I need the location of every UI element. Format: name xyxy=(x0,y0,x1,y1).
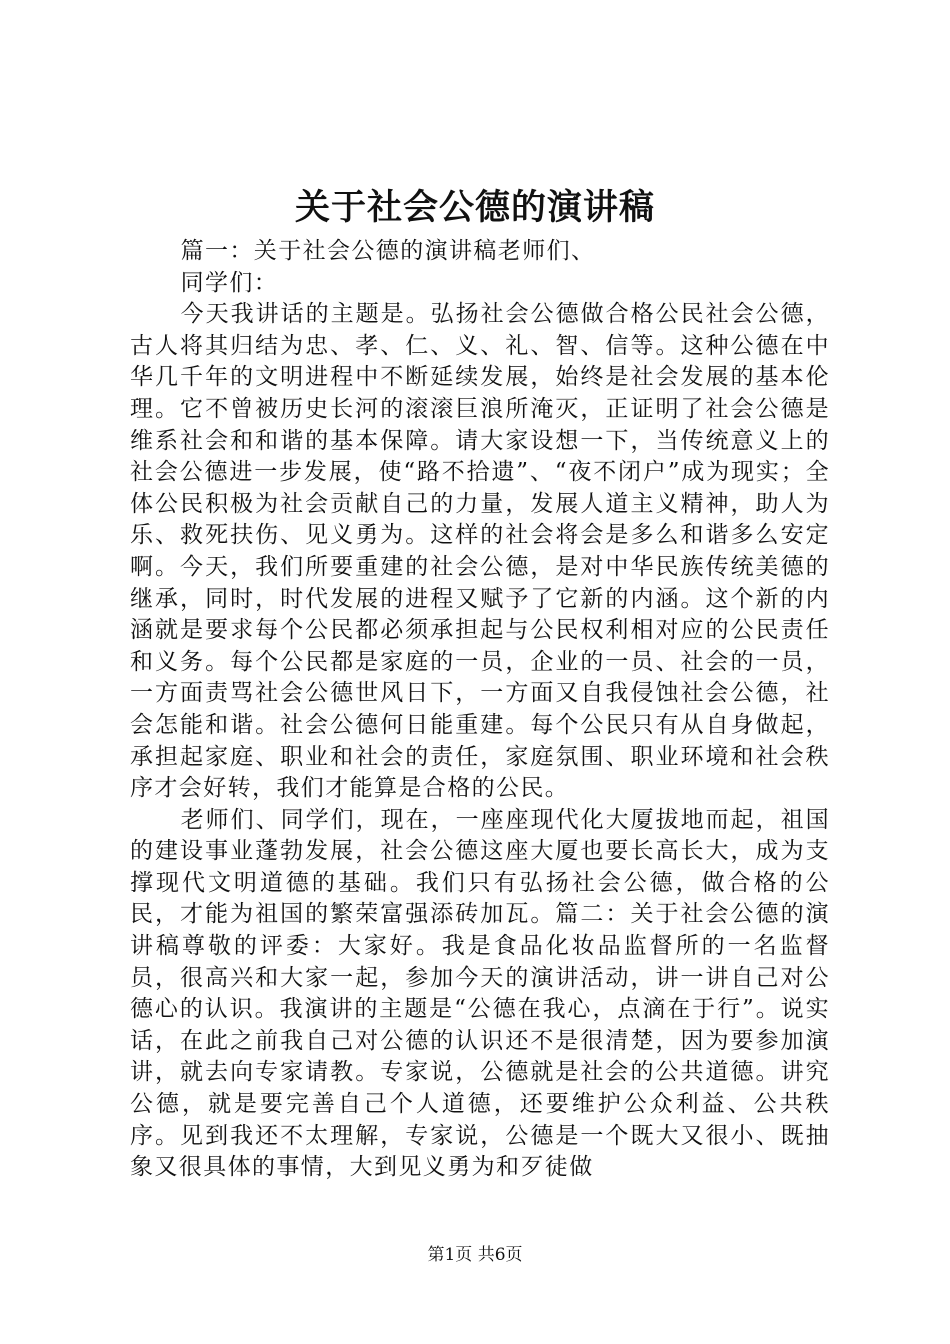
paragraph: 同学们： xyxy=(180,269,279,296)
document-body xyxy=(130,236,830,1184)
paragraph: 篇一：关于社会公德的演讲稿老师们、 xyxy=(180,238,596,264)
page-footer: 第1页 共6页 xyxy=(427,1245,523,1265)
document-title: 关于社会公德的演讲稿 xyxy=(294,187,655,228)
paragraph: 今天我讲话的主题是。弘扬社会公德做合格公民社会公德，古人将其归结为忠、孝、仁、义、礼、智、信等。这种公德在中华几千年的文明进程中不断延续发展，始终是社会发展的基本伦理。它不曾被历史长河的滚滚巨浪所淹灭，正证明了社会公德是维系社会和和谐的基本保障。请大家设想一下，当传统意义上的社会公德进一步发展，使“路不拾遗”、“夜不闭户”成为现实；全体公民积极为社会贡献自己的力量，发展人道主义精神，助人为乐、救死扶伤、见义勇为。这样的社会将会是多么和谐多么安定啊。今天，我们所要重建的社会公德，是对中华民族传统美德的继承，同时，时代发展的进程又赋予了它新的内涵。这个新的内涵就是要求每个公民都必须承担起与公民权利相对应的公民责任和义务。每个公民都是家庭的一员，企业的一员、社会的一员，一方面责骂社会公德世风日下，一方面又自我侵蚀社会公德，社会怎能和谐。社会公德何日能重建。每个公民只有从自身做起，承担起家庭、职业和社会的责任，家庭氛围、职业环境和社会秩序才会好转，我们才能算是合格的公民。 xyxy=(130,301,830,802)
paragraph: 老师们、同学们，现在，一座座现代化大厦拔地而起，祖国的建设事业蓬勃发展，社会公德这座大厦也要长高长大，成为支撑现代文明道德的基础。我们只有弘扬社会公德，做合格的公民，才能为祖国的繁荣富强添砖加瓦。篇二：关于社会公德的演讲稿尊敬的评委：大家好。我是食品化妆品监督所的一名监督员，很高兴和大家一起，参加今天的演讲活动，讲一讲自己对公德心的认识。我演讲的主题是“公德在我心，点滴在于行”。说实话，在此之前我自己对公德的认识还不是很清楚，因为要参加演讲，就去向专家请教。专家说，公德就是社会的公共道德。讲究公德，就是要完善自己个人道德，还要维护公众利益、公共秩序。见到我还不太理解，专家说，公德是一个既大又很小、既抽象又很具体的事情，大到见义勇为和歹徒做 xyxy=(130,806,830,1181)
